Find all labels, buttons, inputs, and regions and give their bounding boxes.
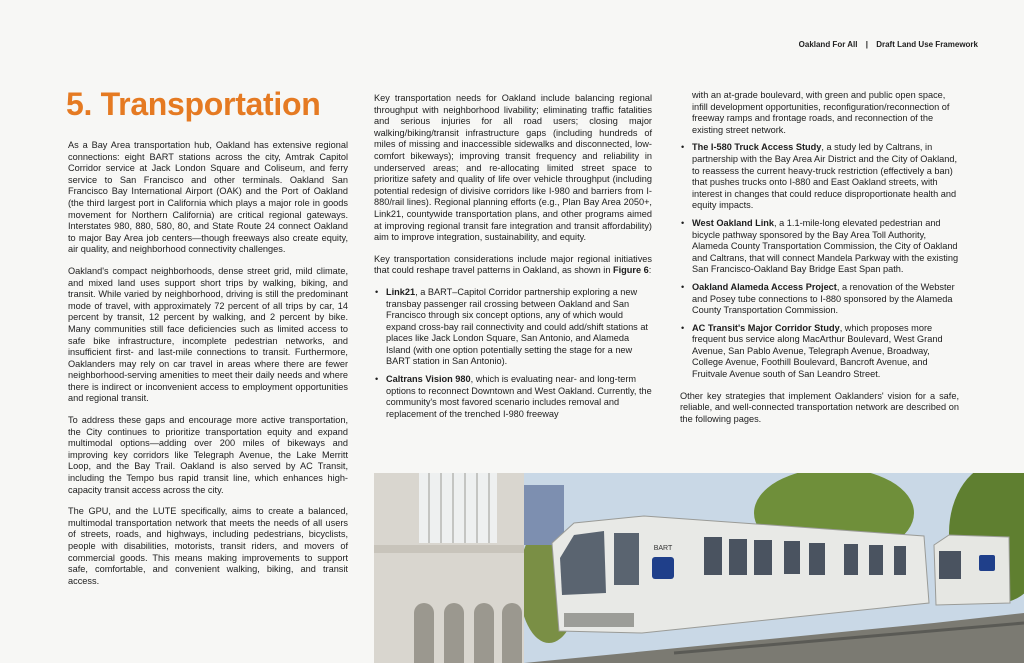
second-bart-logo-icon [979,555,995,571]
paragraph-end: : [648,265,652,276]
paragraph-text: Key transportation considerations include major regional initiatives that could reshape travel patterns in Oakland, as shown in [374,253,652,276]
list-item-lead: The I-580 Truck Access Study [692,142,822,153]
list-item [692,323,959,381]
distant-building [524,485,564,545]
list-item-text: , which is evaluating near- and long-term options to reconnect Downtown and West Oakland. Currently, the community's most favored scenario includes removal and replacement of the trenched I-980 freeway [386,374,652,419]
second-train-windshield [939,551,961,579]
bart-logo-icon [652,557,674,579]
paragraph: To address these gaps and encourage more active transportation, the City continues to prioritize transportation equity and expand multimodal options—adding over 200 miles of bikeways and improving key corridors like Telegraph Avenue, the Lake Merritt Loop, and the Bay Trail. Oakland is also served by AC Transit, including the Tempo bus rapid transit line, which enhances high-capacity transit access across the city. [68,415,348,495]
running-header [799,40,978,49]
text-column-1 [68,140,348,597]
figure-reference-link[interactable]: Figure 6 [613,265,649,276]
train-logo-text: BART [653,545,673,552]
paragraph: The GPU, and the LUTE specifically, aims to create a balanced, multimodal transportation network that meets the needs of all users of streets, roads, and highways, including pedestrians, bicyclists, people with disabilities, motorists, transit riders, and movers of commercial goods. This means making improvements to support safe, comfortable, and convenient walking, biking, and transit access. [68,506,348,586]
list-item-text: , a BART–Capitol Corridor partnership exploring a new transbay passenger rail crossing between Oakland and San Francisco through six concept options, any of which would expand cross-bay rail connectivity and could add/shift stations at places like Jack London Square, San Antonio, and Alameda Island (with one option potentially setting the stage for a new BART station in San Antonio). [386,286,648,367]
paragraph: Oakland's compact neighborhoods, dense street grid, mild climate, and mixed land uses support short trips by walking, biking, and transit. While varied by neighborhood, driving is still the predominant mode of travel, with approximately 72 percent of all trips by car, 14 percent by transit, 12 percent by walking, and 2 percent by bike. Many communities still face deficiencies such as limited access to safe bike infrastructure, incomplete pedestrian networks, and insufficient first- and last-mile connections to transit. Furthermore, Oaklanders may rely on car travel in areas where there are fewer neighborhood-serving amenities to meet their daily needs and where there is indirect or inconvenient access to employment opportunities and regional transit. [68,265,348,404]
bart-train-photo [374,473,1024,663]
section-title: 5. Transportation [66,86,321,122]
initiatives-list-continued [680,90,959,381]
header-separator: | [865,40,868,49]
list-item-lead: Caltrans Vision 980 [386,374,471,385]
text-column-2 [374,93,652,430]
list-item-lead: West Oakland Link [692,217,775,228]
header-document-name: Oakland For All [798,40,858,49]
paragraph: As a Bay Area transportation hub, Oakland has extensive regional connections: eight BART stations across the city, Amtrak Capitol Corridor service at Jack London Square and Coliseum, and ferry service to San Francisco and other terminals. Oakland San Francisco Bay International Airport (OAK) and the Port of Oakland (the third largest port in California which plays a major role in goods movement for Northern California) are critical regional gateways. Interstates 980, 880, 580, 80, and State Route 24 connect Oakland to major Bay Area job centers—though freeways also create equity, air quality, and neighborhood connectivity challenges. [68,140,348,255]
list-item-lead: Link21 [386,286,416,297]
list-item-lead: AC Transit's Major Corridor Study [692,322,840,333]
list-item-text: , a study led by Caltrans, in partnership with the Bay Area Air District and the City of Oakland, to reassess the current heavy-truck restriction (effectively a ban) that pushes trucks onto I-880 and East Oakland streets, with interest in changes that could reduce disproportionate health and equity impacts. [692,142,958,211]
closing-paragraph: Other key strategies that implement Oaklanders' vision for a safe, reliable, and well-connected transportation network are described on the following pages. [680,390,959,424]
paragraph [374,254,652,277]
text-column-3 [680,90,959,435]
photo-illustration [374,473,1024,663]
header-section-name: Draft Land Use Framework [876,40,978,49]
list-item [386,287,652,368]
initiatives-list [374,287,652,421]
list-item [692,218,959,276]
list-item-lead: Oakland Alameda Access Project [692,281,837,292]
building-windows [419,473,497,543]
train-bumper [564,613,634,627]
list-item [692,142,959,212]
list-item [386,374,652,420]
list-item-text: , a renovation of the Webster and Posey tube connections to I-880 sponsored by the Alameda County Transportation Commission. [692,281,955,316]
train-door-window [614,533,639,585]
list-item-text: , a 1.1-mile-long elevated pedestrian and bicycle pathway sponsored by the Bay Area Toll Authority, Alameda County Transportation Commission, the City of Oakland and Caltrans, that will connect Mandela Parkway with the existing San Francisco-Oakland Bay Bridge East Span path. [692,217,959,275]
paragraph: Key transportation needs for Oakland include balancing regional throughput with neighborhood livability; eliminating traffic fatalities and serious injuries for all road users; closing major walking/biking/transit infrastructure gaps (including hundreds of miles of missing and inaccessible sidewalks and disconnected, low-comfort bikeways); improving transit frequency and reliability in underserved areas; and re-allocating limited street space to prioritize safety and quality of life over vehicle throughput (including potential redesign of divisive corridors like I-980 and barriers from I-880/rail lines). Regional planning efforts (e.g., Plan Bay Area 2050+, Link21, countywide transportation plans, and other programs aimed at improving regional transit fare integration and transit affordability) aim to improve integration, sustainability, and equity. [374,93,652,243]
list-item [692,282,959,317]
list-item-text: , which proposes more frequent bus service along MacArthur Boulevard, West Grand Avenue, San Pablo Avenue, Telegraph Avenue, Broadway, College Avenue, Foothill Boulevard, Bancroft Avenue, and Fruitvale Avenue south of San Leandro Street. [692,322,943,380]
building-ledge [374,545,524,553]
list-item-continuation: with an at-grade boulevard, with green and public open space, infill development opportunities, reconfiguration/reconnection of freeway ramps and frontage roads, and reconnection of the existing street network. [692,90,950,135]
